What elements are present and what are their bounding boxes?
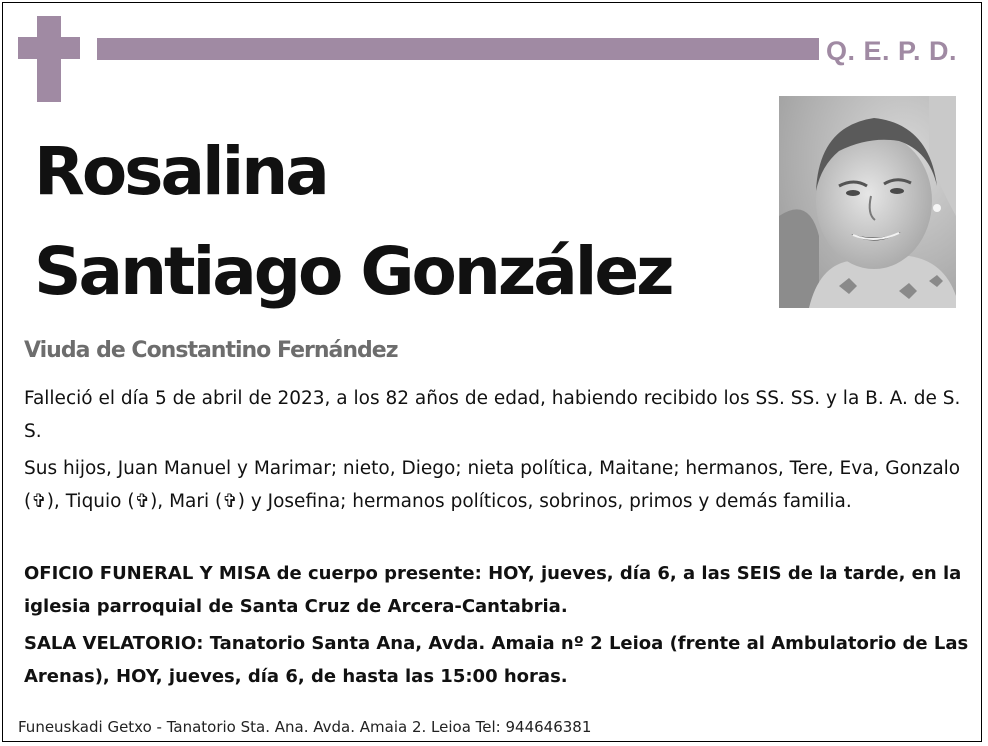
family-text: Sus hijos, Juan Manuel y Marimar; nieto, Diego; nieta política, Maitane; hermanos, Tere, Eva, Gonzalo (✞), Tiquio (✞), Mari (✞) y Josefina; hermanos políticos, sobrinos, primos y demás familia. <box>24 458 961 512</box>
funeral-service-text: OFICIO FUNERAL Y MISA de cuerpo presente: HOY, jueves, día 6, a las SEIS de la tarde, en la iglesia parroquial de Santa Cruz de Arcera-Cantabria. <box>24 563 962 617</box>
deceased-first-name: Rosalina <box>34 133 327 210</box>
widow-of-line: Viuda de Constantino Fernández <box>24 338 398 363</box>
wake-room-text: SALA VELATORIO: Tanatorio Santa Ana, Avda. Amaia nº 2 Leioa (frente al Ambulatorio de Las Arenas), HOY, jueves, día 6, de hasta las 15:00 horas. <box>24 633 969 687</box>
deceased-photo <box>779 96 956 308</box>
funeral-home-footer: Funeuskadi Getxo - Tanatorio Sta. Ana. Avda. Amaia 2. Leioa Tel: 944646381 <box>18 718 592 736</box>
deceased-surnames: Santiago González <box>34 233 672 310</box>
death-notice-text: Falleció el día 5 de abril de 2023, a los 82 años de edad, habiendo recibido los SS. SS. y la B. A. de S. S. <box>24 388 961 442</box>
header-rule <box>97 38 819 60</box>
qepd-label: Q. E. P. D. <box>826 36 958 66</box>
cross-icon <box>18 16 80 102</box>
